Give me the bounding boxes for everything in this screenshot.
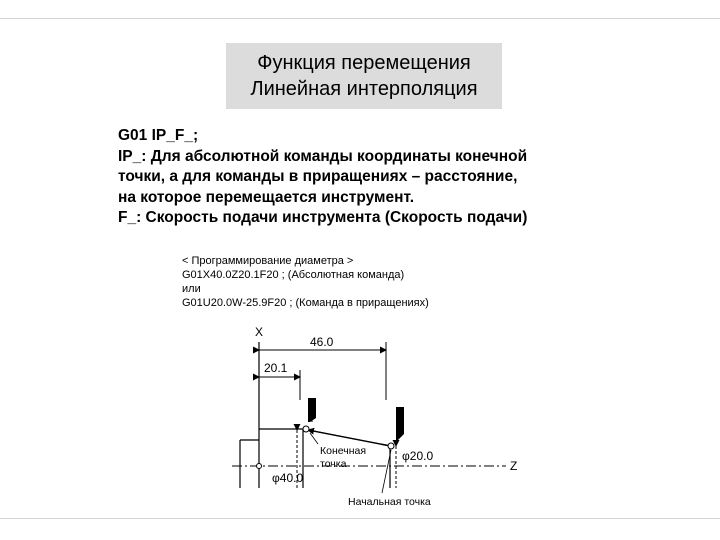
start-point-marker bbox=[388, 443, 394, 449]
movement-arrow bbox=[308, 430, 392, 446]
end-point-label-1: Конечная bbox=[320, 445, 367, 457]
chuck-outline bbox=[240, 440, 259, 488]
diagram-header-2: G01X40.0Z20.1F20 ; (Абсолютная команда) bbox=[182, 269, 405, 281]
end-point-leader bbox=[310, 433, 318, 444]
title-line-1: Функция перемещения bbox=[257, 52, 471, 74]
dim-phi40-label: φ40.0 bbox=[272, 471, 304, 485]
x-axis-label: X bbox=[255, 325, 264, 339]
diagram-header-4: G01U20.0W-25.9F20 ; (Команда в приращениях) bbox=[182, 297, 429, 309]
diagram-header-3: или bbox=[182, 283, 201, 295]
top-divider bbox=[0, 18, 720, 19]
dim-phi20-label: φ20.0 bbox=[402, 449, 434, 463]
linear-interpolation-diagram bbox=[170, 250, 530, 515]
start-point-label: Начальная точка bbox=[348, 496, 431, 508]
end-point-marker bbox=[303, 426, 309, 432]
body-line-1: G01 IP_F_; bbox=[118, 127, 199, 144]
bottom-divider bbox=[0, 518, 720, 519]
z-axis-label: Z bbox=[510, 459, 518, 473]
body-line-2: IP_: Для абсолютной команды координаты конечной bbox=[118, 147, 528, 165]
body-line-4: на которое перемещается инструмент. bbox=[118, 188, 415, 206]
diagram-header-1: < Программирование диаметра > bbox=[182, 255, 354, 267]
body-line-5: F_: Скорость подачи инструмента (Скорость подачи) bbox=[118, 209, 528, 226]
dim-46-label: 46.0 bbox=[310, 335, 334, 349]
dim-20-1-label: 20.1 bbox=[264, 361, 288, 375]
title-line-2: Линейная интерполяция bbox=[250, 78, 478, 100]
end-point-label-2: точка bbox=[320, 458, 347, 470]
body-text bbox=[118, 126, 638, 229]
origin-marker bbox=[257, 464, 262, 469]
slide-title bbox=[226, 43, 502, 109]
body-line-3: точки, а для команды в приращениях – расстояние, bbox=[118, 168, 518, 185]
tool-start-position bbox=[396, 407, 404, 440]
